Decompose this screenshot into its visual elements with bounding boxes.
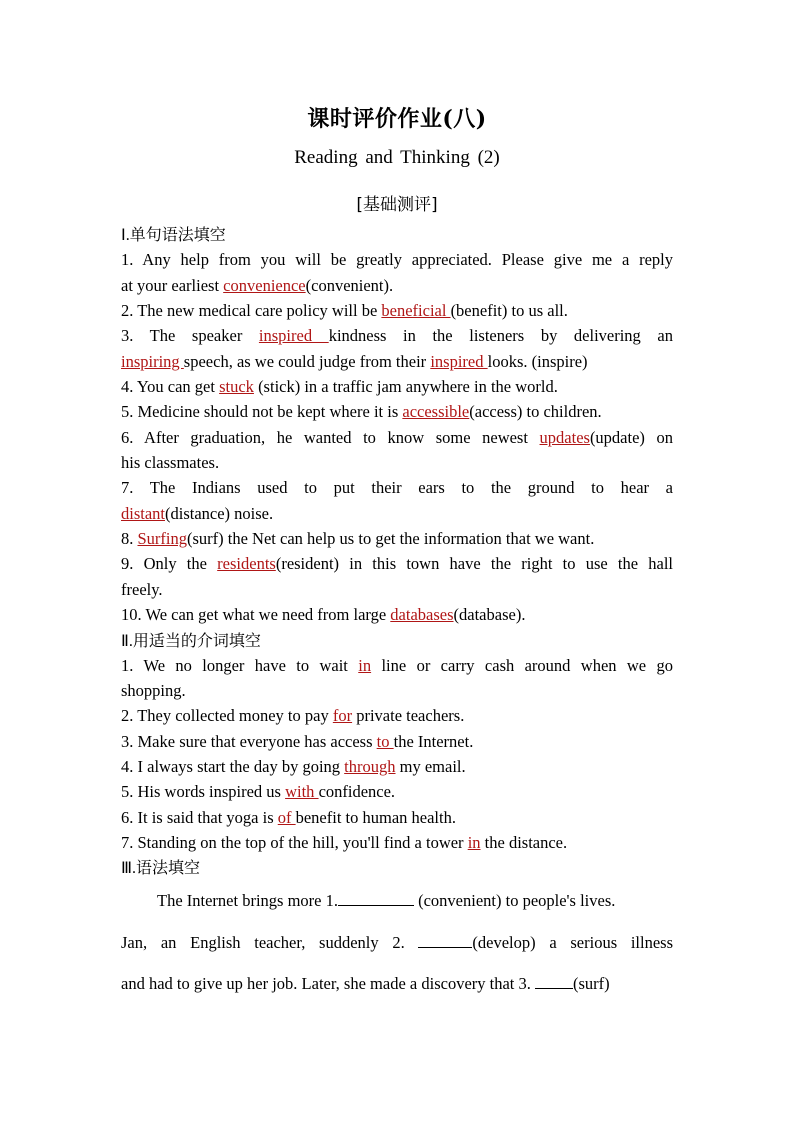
q1-text: 1. Any help from you will be greatly appreciated. Please give me a reply bbox=[121, 250, 673, 269]
q7-line-1 bbox=[121, 478, 673, 498]
q3-text-c: speech, as we could judge from their bbox=[183, 352, 431, 371]
q2-text-b: (benefit) to us all. bbox=[450, 301, 568, 320]
q6-text: 6. After graduation, he wanted to know some newest bbox=[121, 428, 540, 447]
q10-text: 10. We can get what we need from large bbox=[121, 605, 391, 624]
q4-answer: stuck bbox=[219, 377, 254, 396]
passage-text-1: The Internet brings more 1. bbox=[157, 891, 338, 910]
q3-answer-3: inspired bbox=[430, 352, 488, 371]
q1-answer: convenience bbox=[223, 276, 306, 295]
q2-text: 2. The new medical care policy will be bbox=[121, 301, 382, 320]
section-1-number: Ⅰ. bbox=[121, 227, 130, 244]
q7-line-2 bbox=[121, 504, 673, 524]
q9-text-b: (resident) in this town have the right to use the hall bbox=[275, 554, 673, 573]
q9-line-1 bbox=[121, 554, 673, 574]
q6-answer: updates bbox=[539, 428, 590, 447]
q9-text: 9. Only the bbox=[121, 554, 218, 573]
p5-text-b: confidence. bbox=[318, 782, 396, 801]
q10-line bbox=[121, 605, 673, 625]
p4-line bbox=[121, 757, 673, 777]
p5-line bbox=[121, 782, 673, 802]
page-subtitle: Reading and Thinking (2) bbox=[294, 147, 500, 168]
section-1-heading bbox=[121, 222, 226, 245]
p1-text-b: line or carry cash around when we go bbox=[371, 656, 673, 675]
q2-answer: beneficial bbox=[381, 301, 451, 320]
p3-answer: to bbox=[376, 732, 394, 751]
q5-text: 5. Medicine should not be kept where it is bbox=[121, 402, 403, 421]
q6-line-2 bbox=[121, 453, 673, 473]
q5-text-b: (access) to children. bbox=[469, 402, 602, 421]
q6-text-b: (update) on bbox=[589, 428, 673, 447]
p6-text: 6. It is said that yoga is bbox=[121, 808, 278, 827]
q3-answer-2: inspiring bbox=[121, 352, 184, 371]
p3-text: 3. Make sure that everyone has access bbox=[121, 732, 377, 751]
q3-line-1 bbox=[121, 326, 673, 346]
p1-answer: in bbox=[358, 656, 372, 675]
p3-line bbox=[121, 732, 673, 752]
p6-line bbox=[121, 808, 673, 828]
blank-1[interactable] bbox=[338, 891, 414, 906]
q3-text-d: looks. (inspire) bbox=[487, 352, 588, 371]
passage-text-2: Jan, an English teacher, suddenly 2. bbox=[121, 933, 419, 952]
section-3-title: 语法填空 bbox=[136, 858, 201, 877]
q1-line-2 bbox=[121, 276, 673, 296]
q10-text-b: (database). bbox=[453, 605, 526, 624]
q9-line-2 bbox=[121, 580, 673, 600]
q3-line-2 bbox=[121, 352, 673, 372]
q8-text-b: (surf) the Net can help us to get the information that we want. bbox=[187, 529, 595, 548]
p6-answer: of bbox=[277, 808, 296, 827]
section-3-number: Ⅲ. bbox=[121, 860, 137, 877]
q3-text: 3. The speaker bbox=[121, 326, 259, 345]
passage-text-1b: (convenient) to people's lives. bbox=[413, 891, 616, 910]
p4-text-b: my email. bbox=[395, 757, 466, 776]
q7-text-b: (distance) noise. bbox=[165, 504, 274, 523]
blank-2[interactable] bbox=[418, 933, 472, 948]
p6-text-b: benefit to human health. bbox=[295, 808, 456, 827]
p7-text-b: the distance. bbox=[480, 833, 568, 852]
section-2-heading bbox=[121, 628, 261, 651]
section-2-number: Ⅱ. bbox=[121, 633, 133, 650]
q3-text-b: kindness in the listeners by delivering an bbox=[328, 326, 673, 345]
q4-text: 4. You can get bbox=[121, 377, 220, 396]
p1-text-c: shopping. bbox=[121, 681, 186, 700]
p4-text: 4. I always start the day by going bbox=[121, 757, 345, 776]
q2-line bbox=[121, 301, 673, 321]
p4-answer: through bbox=[344, 757, 396, 776]
p1-text: 1. We no longer have to wait bbox=[121, 656, 359, 675]
passage-text-2b: (develop) a serious illness bbox=[472, 933, 673, 952]
passage-line-3 bbox=[121, 974, 673, 994]
p7-line bbox=[121, 833, 673, 853]
p2-answer: for bbox=[332, 706, 353, 725]
section-1-title: 单句语法填空 bbox=[129, 225, 226, 244]
passage-text-3b: (surf) bbox=[573, 974, 610, 993]
p1-line-2 bbox=[121, 681, 673, 701]
section-tag: [基础测评] bbox=[356, 195, 438, 215]
p2-text-b: private teachers. bbox=[352, 706, 465, 725]
q9-answer: residents bbox=[217, 554, 276, 573]
q10-answer: databases bbox=[390, 605, 454, 624]
q6-text-c: his classmates. bbox=[121, 453, 220, 472]
q4-line bbox=[121, 377, 673, 397]
p5-text: 5. His words inspired us bbox=[121, 782, 286, 801]
q4-text-b: (stick) in a traffic jam anywhere in the world. bbox=[253, 377, 558, 396]
passage-line-1 bbox=[157, 891, 673, 911]
blank-3[interactable] bbox=[535, 974, 573, 989]
passage-text-3: and had to give up her job. Later, she made a discovery that 3. bbox=[121, 974, 535, 993]
q1-text-b: at your earliest bbox=[121, 276, 224, 295]
q8-line bbox=[121, 529, 673, 549]
section-2-title: 用适当的介词填空 bbox=[132, 631, 261, 650]
section-3-heading bbox=[121, 855, 200, 878]
p3-text-b: the Internet. bbox=[393, 732, 474, 751]
q5-line bbox=[121, 402, 673, 422]
p7-answer: in bbox=[467, 833, 481, 852]
p1-line-1 bbox=[121, 656, 673, 676]
p7-text: 7. Standing on the top of the hill, you'll find a tower bbox=[121, 833, 468, 852]
q6-line-1 bbox=[121, 428, 673, 448]
p2-text: 2. They collected money to pay bbox=[121, 706, 333, 725]
p2-line bbox=[121, 706, 673, 726]
q8-answer: Surfing bbox=[137, 529, 187, 548]
passage-line-2 bbox=[121, 933, 673, 953]
q1-text-c: (convenient). bbox=[305, 276, 394, 295]
q9-text-c: freely. bbox=[121, 580, 163, 599]
q8-text: 8. bbox=[121, 529, 138, 548]
q5-answer: accessible bbox=[402, 402, 470, 421]
q7-text: 7. The Indians used to put their ears to the ground to hear a bbox=[121, 478, 673, 497]
page-title: 课时评价作业(八) bbox=[307, 106, 487, 132]
p5-answer: with bbox=[285, 782, 319, 801]
q1-line-1 bbox=[121, 250, 673, 270]
q3-answer-1: inspired bbox=[258, 326, 329, 345]
q7-answer: distant bbox=[121, 504, 165, 523]
